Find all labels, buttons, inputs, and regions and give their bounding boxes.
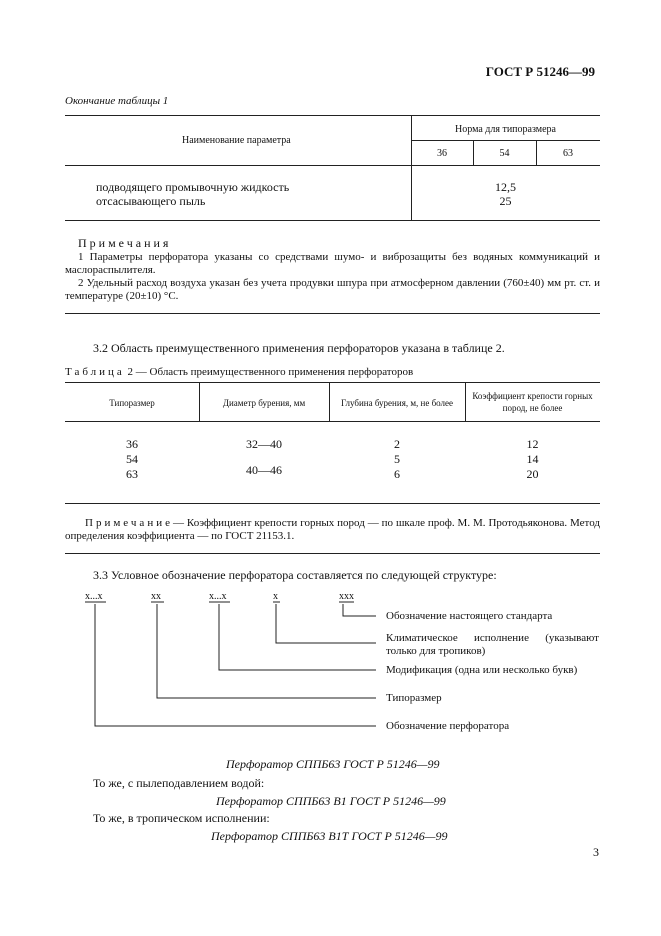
table1-row-label: отсасывающего пыль (96, 194, 206, 208)
label-climate: Климатическое исполнение (указывают только для тропиков) (386, 632, 599, 657)
label-size: Типоразмер (386, 692, 442, 704)
table2-diameter: 32—40 (246, 437, 282, 451)
table1-caption: Окончание таблицы 1 (65, 95, 169, 107)
table2-header-hardness: Коэффициент крепости горных пород, не более (472, 391, 593, 413)
table2-size: 36 (126, 437, 138, 451)
table1-row-label: подводящего промывочную жидкость (96, 180, 290, 194)
table2-hardness: 14 (526, 452, 539, 466)
section-3-3: 3.3 Условное обозначение перфоратора составляется по следующей структуре: (93, 568, 497, 582)
table1-note-2: 2 Удельный расход воздуха указан без учета продувки шпура при атмосферном давлении (760±40) мм рт. ст. и температуре (20±10) °С. (65, 277, 600, 302)
table1-size-54: 54 (499, 148, 510, 159)
code-perforator: х...х (85, 591, 103, 602)
table2-hardness: 12 (526, 437, 539, 451)
table2-hardness: 20 (526, 467, 539, 481)
example-3-intro: То же, в тропическом исполнении: (93, 811, 270, 825)
example-2: Перфоратор СППБ63 В1 ГОСТ Р 51246—99 (216, 794, 446, 808)
table2-header-size: Типоразмер (109, 398, 155, 408)
table2-depth: 2 (394, 437, 400, 451)
label-perforator: Обозначение перфоратора (386, 720, 510, 732)
example-2-intro: То же, с пылеподавлением водой: (93, 776, 265, 790)
table1-note-1: 1 Параметры перфоратора указаны со средствами шумо- и виброзащиты без водяных коммуникаций и маслораспылителя. (65, 251, 600, 276)
table2-depth: 6 (394, 467, 400, 481)
table2-header-diameter: Диаметр бурения, мм (222, 398, 306, 408)
table2-caption-text: 2 — Область преимущественного применения перфораторов (127, 366, 414, 378)
table2-caption-word: Таблица (65, 366, 125, 378)
code-size: хх (151, 591, 161, 602)
table1-size-36: 36 (437, 148, 447, 159)
table1-row-value: 25 (499, 194, 512, 208)
table2-note-word: Примечание (85, 517, 173, 529)
table1-notes-title: Примечания (78, 236, 172, 250)
document-code: ГОСТ Р 51246—99 (485, 64, 595, 79)
code-standard: ххх (339, 591, 354, 602)
section-3-2: 3.2 Область преимущественного применения перфораторов указана в таблице 2. (93, 341, 505, 355)
table2-diameter: 40—46 (246, 463, 282, 477)
code-climate: х (273, 591, 278, 602)
table2-size: 54 (126, 452, 138, 466)
table1-size-63: 63 (563, 148, 573, 159)
table2-depth: 5 (394, 452, 400, 466)
table2-size: 63 (126, 467, 138, 481)
page-number: 3 (593, 845, 599, 859)
code-modification: х...х (209, 591, 227, 602)
example-1: Перфоратор СППБ63 ГОСТ Р 51246—99 (226, 757, 440, 771)
table1-col-param: Наименование параметра (182, 135, 291, 146)
label-modification: Модификация (одна или несколько букв) (386, 664, 578, 676)
label-standard: Обозначение настоящего стандарта (386, 610, 553, 622)
table1-row-value: 12,5 (495, 180, 516, 194)
table2-note-text: — Коэффициент крепости горных пород — по шкале проф. М. М. Протодьяконова. Метод определения коэффициента — по ГОСТ 21153.1. (65, 517, 600, 542)
table2-header-depth: Глубина бурения, м, не более (340, 398, 454, 408)
example-3: Перфоратор СППБ63 В1Т ГОСТ Р 51246—99 (211, 829, 448, 843)
table1-col-norm: Норма для типоразмера (455, 124, 556, 135)
